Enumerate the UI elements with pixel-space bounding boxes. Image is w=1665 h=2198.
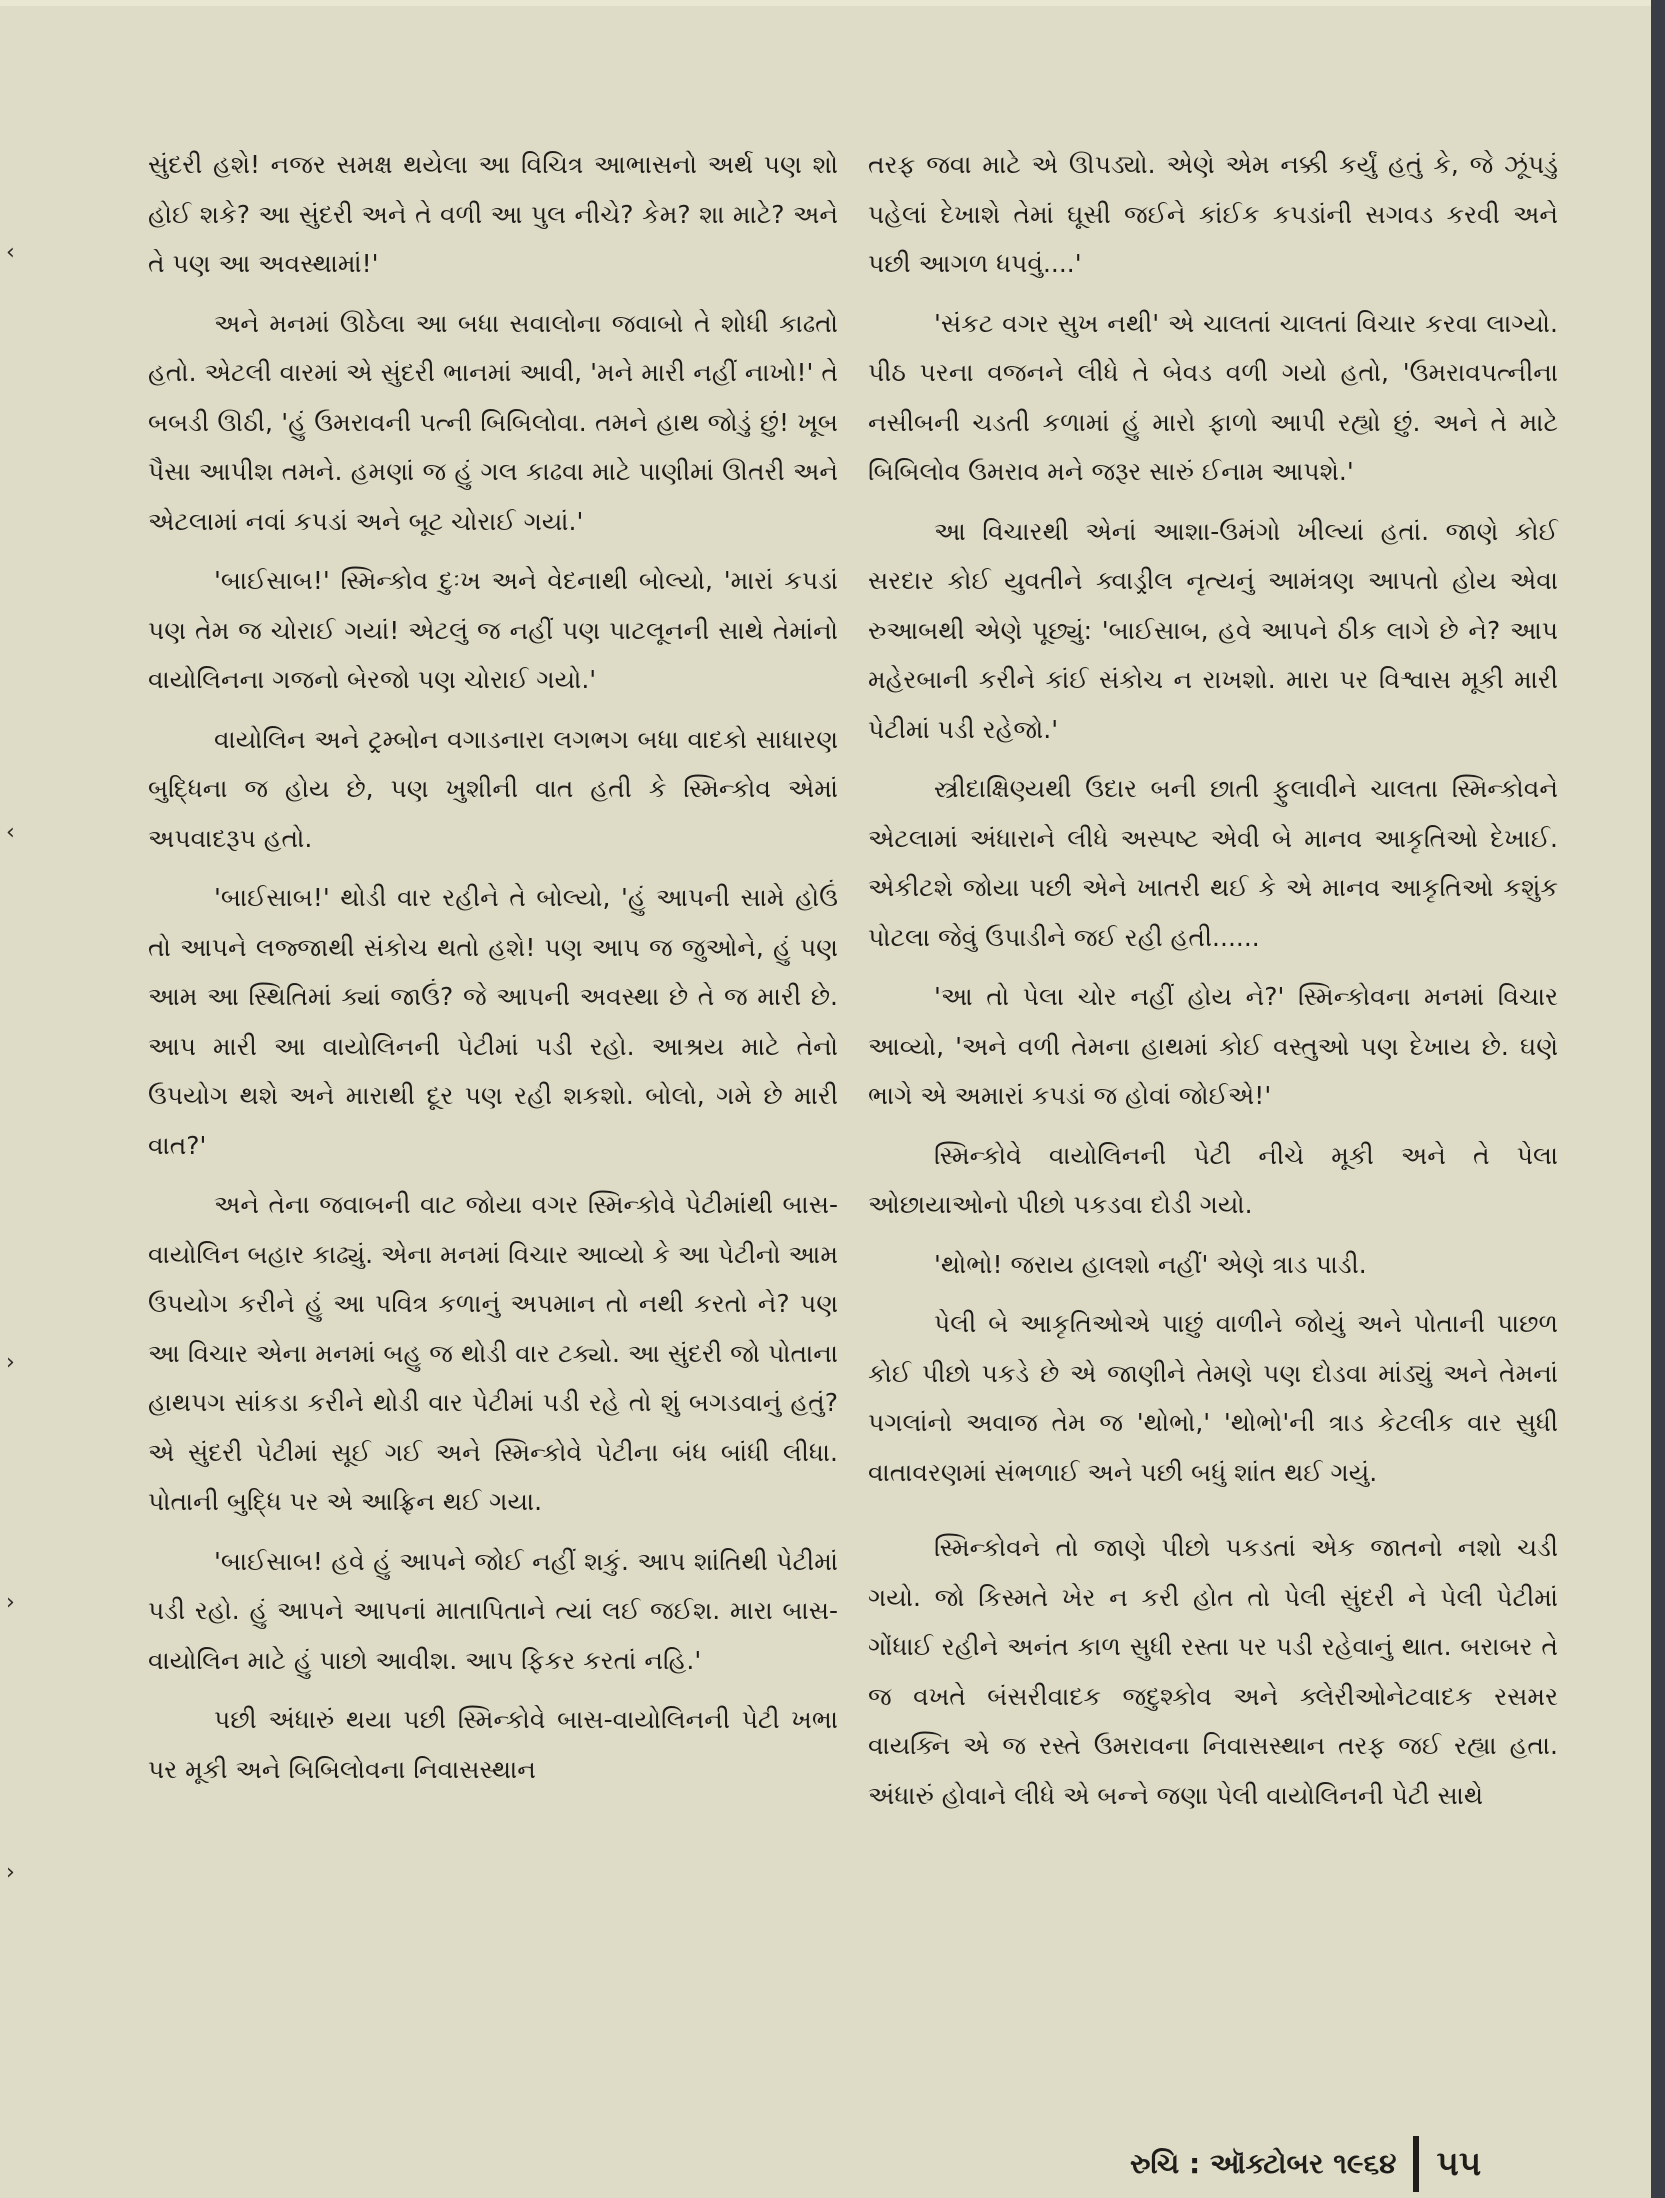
margin-mark: ‹ <box>6 240 15 265</box>
paragraph: અને મનમાં ઊઠેલા આ બધા સવાલોના જવાબો તે શોધી કાઢતો હતો. એટલી વારમાં એ સુંદરી ભાનમાં આવી, 'મને મારી નહીં નાખો!' તે બબડી ઊઠી, 'હું ઉમરાવની પત્ની બિબિલોવા. તમને હાથ જોડું છું! ખૂબ પૈસા આપીશ તમને. હમણાં જ હું ગલ કાઢવા માટે પાણીમાં ઊતરી અને એટલામાં નવાં કપડાં અને બૂટ ચોરાઈ ગયાં.' <box>148 308 838 536</box>
margin-mark: › <box>6 1860 15 1885</box>
paragraph: સ્મિન્કોવને તો જાણે પીછો પકડતાં એક જાતનો નશો ચડી ગયો. જો કિસ્મતે ખેર ન કરી હોત તો પેલી સુંદરી ને પેલી પેટીમાં ગોંધાઈ રહીને અનંત કાળ સુધી રસ્તા પર પડી રહેવાનું થાત. બરાબર તે જ વખતે બંસરીવાદક જદુશ્કોવ અને ક્લેરીઓનેટવાદક રસમર વાયક્નિ એ જ રસ્તે ઉમરાવના નિવાસસ્થાન તરફ જઈ રહ્યા હતા. અંધારું હોવાને લીધે એ બન્ને જણા પેલી વાયોલિનની પેટી સાથે <box>868 1533 1558 1810</box>
margin-mark: ‹ <box>6 820 15 845</box>
paragraph: 'બાઈસાબ!' સ્મિન્કોવ દુઃખ અને વેદનાથી બોલ્યો, 'મારાં કપડાં પણ તેમ જ ચોરાઈ ગયાં! એટલું જ નહીં પણ પાટલૂનની સાથે તેમાંનો વાયોલિનના ગજનો બેરજો પણ ચોરાઈ ગયો.' <box>148 566 838 694</box>
footer-divider <box>1413 2136 1419 2192</box>
left-column <box>148 140 838 1804</box>
paragraph: સુંદરી હશે! નજર સમક્ષ થયેલા આ વિચિત્ર આભાસનો અર્થ પણ શો હોઈ શકે? આ સુંદરી અને તે વળી આ પુલ નીચે? કેમ? શા માટે? અને તે પણ આ અવસ્થામાં!' <box>148 150 838 278</box>
paragraph: તરફ જવા માટે એ ઊપડ્યો. એણે એમ નક્કી કર્યું હતું કે, જે ઝૂંપડું પહેલાં દેખાશે તેમાં ઘૂસી જઈને કાંઈક કપડાંની સગવડ કરવી અને પછી આગળ ધપવું....' <box>868 150 1558 278</box>
paragraph: સ્મિન્કોવે વાયોલિનની પેટી નીચે મૂકી અને તે પેલા ઓછાયાઓનો પીછો પકડવા દોડી ગયો. <box>868 1140 1558 1219</box>
footer-journal-issue: રુચિ : ઑક્ટોબર ૧૯૬૪ <box>1130 2147 1397 2180</box>
page-number: ૫૫ <box>1436 2144 1482 2184</box>
paragraph: વાયોલિન અને ટ્રમ્બોન વગાડનારા લગભગ બધા વાદકો સાધારણ બુદ્ધિના જ હોય છે, પણ ખુશીની વાત હતી કે સ્મિન્કોવ એમાં અપવાદરૂપ હતો. <box>148 724 838 853</box>
right-column <box>868 140 1558 1830</box>
margin-mark: › <box>6 1590 15 1615</box>
page-right-edge <box>1651 0 1665 2198</box>
paragraph: પછી અંધારું થયા પછી સ્મિન્કોવે બાસ-વાયોલિનની પેટી ખભા પર મૂકી અને બિબિલોવના નિવાસસ્થાન <box>148 1705 838 1784</box>
paragraph: અને તેના જવાબની વાટ જોયા વગર સ્મિન્કોવે પેટીમાંથી બાસ-વાયોલિન બહાર કાઢ્યું. એના મનમાં વિચાર આવ્યો કે આ પેટીનો આમ ઉપયોગ કરીને હું આ પવિત્ર કળાનું અપમાન તો નથી કરતો ને? પણ આ વિચાર એના મનમાં બહુ જ થોડી વાર ટક્યો. આ સુંદરી જો પોતાના હાથપગ સાંકડા કરીને થોડી વાર પેટીમાં પડી રહે તો શું બગડવાનું હતું? એ સુંદરી પેટીમાં સૂઈ ગઈ અને સ્મિન્કોવે પેટીના બંધ બાંધી લીધા. પોતાની બુદ્ધિ પર એ આફ્રિન થઈ ગયા. <box>148 1190 838 1516</box>
paragraph: પેલી બે આકૃતિઓએ પાછું વાળીને જોયું અને પોતાની પાછળ કોઈ પીછો પકડે છે એ જાણીને તેમણે પણ દોડવા માંડ્યું અને તેમનાં પગલાંનો અવાજ તેમ જ 'થોભો,' 'થોભો'ની ત્રાડ કેટલીક વાર સુધી વાતાવરણમાં સંભળાઈ અને પછી બધું શાંત થઈ ગયું. <box>868 1309 1558 1487</box>
paragraph: 'સંકટ વગર સુખ નથી' એ ચાલતાં ચાલતાં વિચાર કરવા લાગ્યો. પીઠ પરના વજનને લીધે તે બેવડ વળી ગયો હતો, 'ઉમરાવપત્નીના નસીબની ચડતી કળામાં હું મારો ફાળો આપી રહ્યો છું. અને તે માટે બિબિલોવ ઉમરાવ મને જરૂર સારું ઈનામ આપશે.' <box>868 308 1558 486</box>
paragraph: 'બાઈસાબ! હવે હું આપને જોઈ નહીં શકું. આપ શાંતિથી પેટીમાં પડી રહો. હું આપને આપનાં માતાપિતાને ત્યાં લઈ જઈશ. મારા બાસ-વાયોલિન માટે હું પાછો આવીશ. આપ ફિકર કરતાં નહિ.' <box>148 1546 838 1675</box>
paragraph: 'થોભો! જરાય હાલશો નહીં' એણે ત્રાડ પાડી. <box>934 1249 1367 1279</box>
page-top-edge <box>0 0 1665 6</box>
paragraph: આ વિચારથી એનાં આશા-ઉમંગો ખીલ્યાં હતાં. જાણે કોઈ સરદાર કોઈ યુવતીને ક્વાડ્રીલ નૃત્યનું આમંત્રણ આપતો હોય એવા રુઆબથી એણે પૂછ્યું: 'બાઈસાબ, હવે આપને ઠીક લાગે છે ને? આપ મહેરબાની કરીને કાંઈ સંકોચ ન રાખશો. મારા પર વિશ્વાસ મૂકી મારી પેટીમાં પડી રહેજો.' <box>868 516 1558 744</box>
margin-mark: › <box>6 1350 15 1375</box>
paragraph: 'બાઈસાબ!' થોડી વાર રહીને તે બોલ્યો, 'હું આપની સામે હોઉં તો આપને લજ્જાથી સંકોચ થતો હશે! પણ આપ જ જુઓને, હું પણ આમ આ સ્થિતિમાં ક્યાં જાઉં? જે આપની અવસ્થા છે તે જ મારી છે. આપ મારી આ વાયોલિનની પેટીમાં પડી રહો. આશ્રય માટે તેનો ઉપયોગ થશે અને મારાથી દૂર પણ રહી શકશો. બોલો, ગમે છે મારી વાત?' <box>148 883 838 1160</box>
paragraph: સ્ત્રીદાક્ષિણ્યથી ઉદાર બની છાતી ફુલાવીને ચાલતા સ્મિન્કોવને એટલામાં અંધારાને લીધે અસ્પષ્ટ એવી બે માનવ આકૃતિઓ દેખાઈ. એકીટશે જોયા પછી એને ખાતરી થઈ કે એ માનવ આકૃતિઓ કશુંક પોટલા જેવું ઉપાડીને જઈ રહી હતી...... <box>868 774 1558 952</box>
page-footer <box>1130 2140 1481 2188</box>
paragraph: 'આ તો પેલા ચોર નહીં હોય ને?' સ્મિન્કોવના મનમાં વિચાર આવ્યો, 'અને વળી તેમના હાથમાં કોઈ વસ્તુઓ પણ દેખાય છે. ઘણે ભાગે એ અમારાં કપડાં જ હોવાં જોઈએ!' <box>868 982 1558 1110</box>
